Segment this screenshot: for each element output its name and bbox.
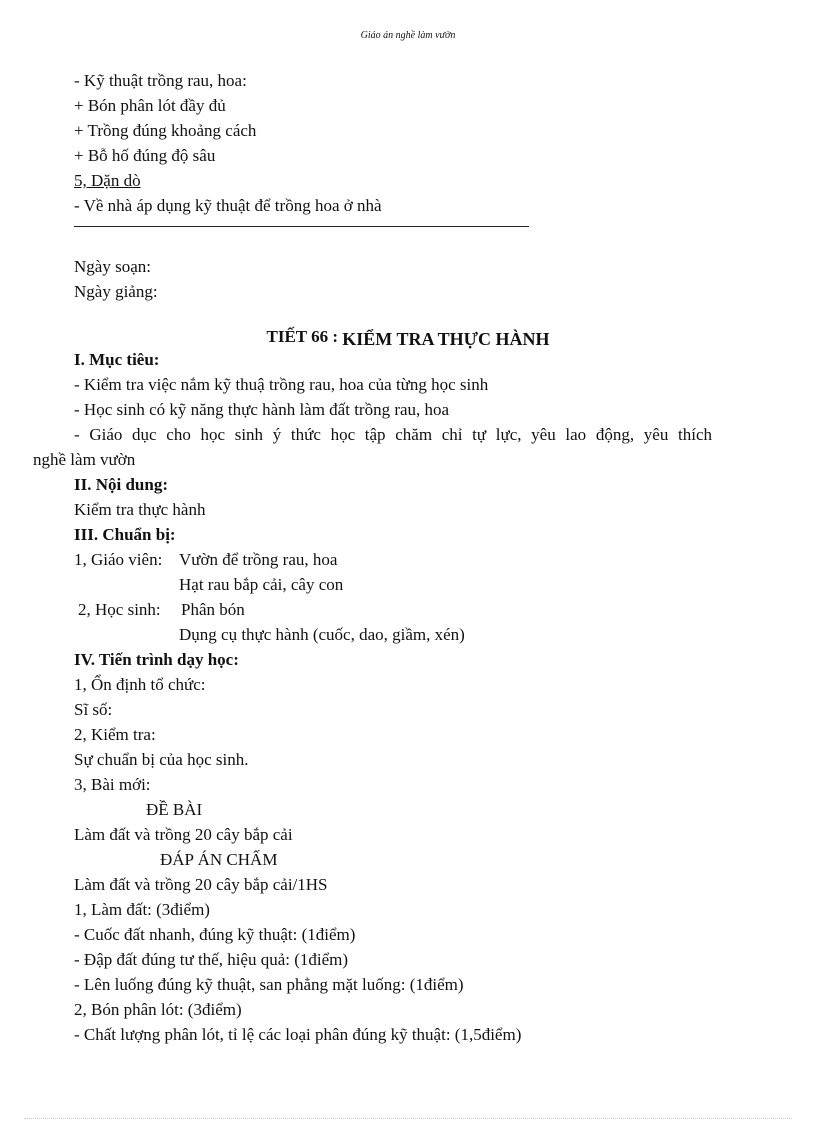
- page-header: Giáo án nghề làm vườn: [360, 30, 456, 41]
- spacer: [74, 227, 714, 254]
- technique-line: + Bón phân lót đầy đủ: [74, 96, 226, 115]
- section4-heading: IV. Tiến trình dạy học:: [74, 650, 239, 669]
- technique-line: + Trồng đúng khoảng cách: [74, 121, 257, 140]
- dap-an-line: - Lên luống đúng kỹ thuật, san phẳng mặt luống: (1điểm): [74, 975, 464, 994]
- objective-long-line-continued: nghề làm vườn: [33, 450, 136, 469]
- dap-an-line: 1, Làm đất: (3điểm): [74, 900, 210, 919]
- objective-line: - Kiểm tra việc nắm kỹ thuậ trồng rau, hoa của từng học sinh: [74, 375, 489, 394]
- student-item: Phân bón: [181, 600, 245, 619]
- procedure-line: 1, Ổn định tổ chức:: [74, 675, 206, 694]
- dap-an-line: Làm đất và trồng 20 cây bắp cải/1HS: [74, 875, 328, 894]
- student-row: [74, 597, 714, 622]
- teacher-label: 1, Giáo viên:: [74, 550, 163, 569]
- technique-line: + Bỗ hố đúng độ sâu: [74, 146, 216, 165]
- procedure-line: Sĩ số:: [74, 700, 113, 719]
- dap-an-line: - Đập đất đúng tư thế, hiệu quả: (1điểm): [74, 950, 349, 969]
- prep-date: Ngày soạn:: [74, 257, 151, 276]
- procedure-line: 3, Bài mới:: [74, 775, 151, 794]
- dap-an-line: - Chất lượng phân lót, tỉ lệ các loại phân đúng kỹ thuật: (1,5điểm): [74, 1025, 522, 1044]
- lesson-name: KIỂM TRA THỰC HÀNH: [342, 329, 550, 349]
- procedure-line: 2, Kiểm tra:: [74, 725, 156, 744]
- dap-an-line: - Cuốc đất nhanh, đúng kỹ thuật: (1điểm): [74, 925, 356, 944]
- objective-long-line: - Giáo dục cho học sinh ý thức học tập chăm chỉ tự lực, yêu lao động, yêu thích: [74, 425, 712, 444]
- procedure-line: Sự chuẩn bị của học sinh.: [74, 750, 249, 769]
- technique-line: - Kỹ thuật trồng rau, hoa:: [74, 71, 247, 90]
- teacher-item: Vườn để trồng rau, hoa: [179, 550, 338, 569]
- student-label: 2, Học sinh:: [78, 600, 161, 619]
- section1-heading: I. Mục tiêu:: [74, 350, 160, 369]
- de-bai-line: Làm đất và trồng 20 cây bắp cải: [74, 825, 293, 844]
- section5-heading: 5, Dặn dò: [74, 171, 141, 190]
- document-body: [33, 68, 714, 1047]
- content-line: Kiểm tra thực hành: [74, 500, 206, 519]
- teacher-item: Hạt rau bắp cải, cây con: [179, 575, 344, 594]
- dap-an-line: 2, Bón phân lót: (3điểm): [74, 1000, 242, 1019]
- student-item: Dụng cụ thực hành (cuốc, dao, giầm, xén): [179, 625, 465, 644]
- homework-line: - Về nhà áp dụng kỹ thuật để trồng hoa ở nhà: [74, 196, 382, 215]
- objective-line: - Học sinh có kỹ năng thực hành làm đất trồng rau, hoa: [74, 400, 450, 419]
- section2-heading: II. Nội dung:: [74, 475, 169, 494]
- teacher-row: [74, 547, 714, 572]
- de-bai-heading: ĐỀ BÀI: [146, 800, 203, 819]
- teach-date: Ngày giảng:: [74, 282, 158, 301]
- section3-heading: III. Chuẩn bị:: [74, 525, 176, 544]
- lesson-title: [0, 326, 816, 347]
- page-bottom-border: [24, 1118, 792, 1119]
- lesson-number: TIẾT 66 :: [266, 327, 339, 346]
- dap-an-heading: ĐÁP ÁN CHẤM: [160, 850, 278, 869]
